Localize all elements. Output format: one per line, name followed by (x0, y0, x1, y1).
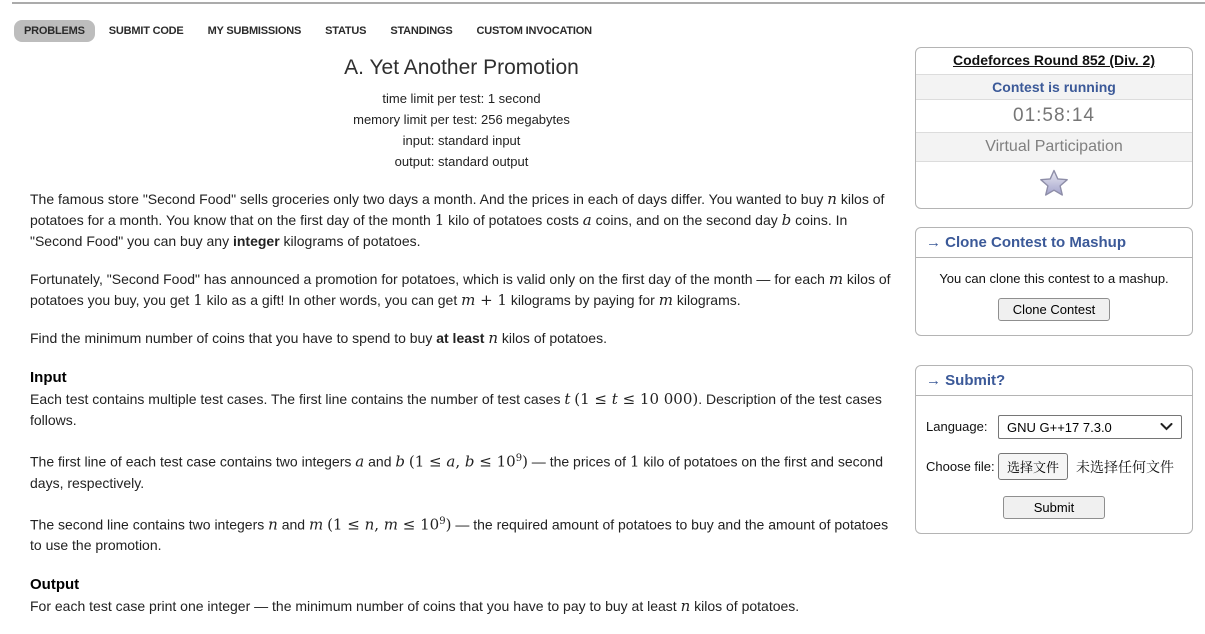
language-selected-value: GNU G++17 7.3.0 (1007, 419, 1112, 435)
choose-file-label: Choose file: (926, 458, 995, 474)
input-paragraph: Each test contains multiple test cases. The first line contains the number of test cases t (1 ≤ t ≤ 10 000). Description of the test cases follows. (30, 390, 882, 428)
contest-star-row (916, 162, 1192, 208)
memory-limit: memory limit per test: 256 megabytes (353, 112, 570, 127)
tab-standings[interactable]: STANDINGS (390, 25, 453, 37)
output-spec: output: standard output (394, 154, 529, 169)
tab-submit-code[interactable]: SUBMIT CODE (108, 25, 184, 37)
input-paragraph: The second line contains two integers n and m (1 ≤ n, $m \le 10^9$) — the required amount of potatoes to buy and the amount of potatoes to use the promotion. (30, 515, 889, 554)
file-input (998, 453, 1174, 480)
star-icon[interactable] (1039, 169, 1069, 197)
sidebar (915, 47, 1193, 552)
submit-button[interactable]: Submit (1003, 496, 1105, 519)
contest-mode-label: Virtual Participation (916, 133, 1192, 162)
problem-header (30, 56, 893, 172)
statement-paragraph: Find the minimum number of coins that you have to spend to buy at least n kilos of potatoes. (30, 329, 607, 347)
language-select[interactable] (998, 415, 1182, 439)
tab-status[interactable]: STATUS (325, 25, 367, 37)
contest-title-link[interactable]: Codeforces Round 852 (Div. 2) (952, 52, 1155, 68)
file-status-text: 未选择任何文件 (1076, 458, 1175, 475)
contest-countdown: 01:58:14 (916, 100, 1192, 133)
problem-statement (30, 42, 893, 634)
submit-box (915, 365, 1193, 534)
time-limit: time limit per test: 1 second (382, 91, 541, 106)
top-divider (12, 2, 1205, 4)
output-section-heading: Output (30, 576, 80, 594)
input-paragraph: The first line of each test case contains two integers a and b (1 ≤ a, $b \le 10^9$) — the prices of 1 kilo of potatoes on the first and second days, respectively. (30, 452, 884, 491)
chevron-down-icon (1160, 423, 1173, 431)
contest-title-row (916, 48, 1192, 75)
statement-paragraph: The famous store "Second Food" sells groceries only two days a month. And the prices in each of days differ. You wanted to buy n kilos of potatoes for a month. You know that on the first day of the month 1 kilo of potatoes costs a coins, and on the second day b coins. In "Second Food" you can buy any integer kilograms of potatoes. (30, 190, 885, 249)
statement-paragraph: Fortunately, "Second Food" has announced a promotion for potatoes, which is valid only on the first day of the month — for each m kilos of potatoes you buy, you get 1 kilo as a gift! In other words, you can get m + 1 kilograms by paying for m kilograms. (30, 270, 891, 309)
choose-file-button[interactable]: 选择文件 (998, 453, 1068, 480)
clone-box-text: You can clone this contest to a mashup. (939, 271, 1169, 286)
clone-box-header: → Clone Contest to Mashup (916, 228, 1192, 258)
tab-problems[interactable]: PROBLEMS (14, 20, 95, 42)
input-section-heading: Input (30, 369, 67, 386)
contest-tabbar (14, 20, 602, 42)
contest-info-box (915, 47, 1193, 209)
contest-status: Contest is running (916, 75, 1192, 100)
clone-contest-box (915, 227, 1193, 336)
input-spec: input: standard input (402, 133, 521, 148)
output-paragraph: For each test case print one integer — the minimum number of coins that you have to pay to buy at least n kilos of potatoes. (30, 597, 800, 616)
tab-my-submissions[interactable]: MY SUBMISSIONS (207, 25, 302, 37)
language-label: Language: (926, 419, 988, 434)
clone-contest-button[interactable]: Clone Contest (998, 298, 1110, 321)
tab-custom-invocation[interactable]: CUSTOM INVOCATION (476, 25, 592, 37)
submit-box-header: → Submit? (916, 366, 1192, 396)
problem-title: A. Yet Another Promotion (344, 56, 579, 79)
